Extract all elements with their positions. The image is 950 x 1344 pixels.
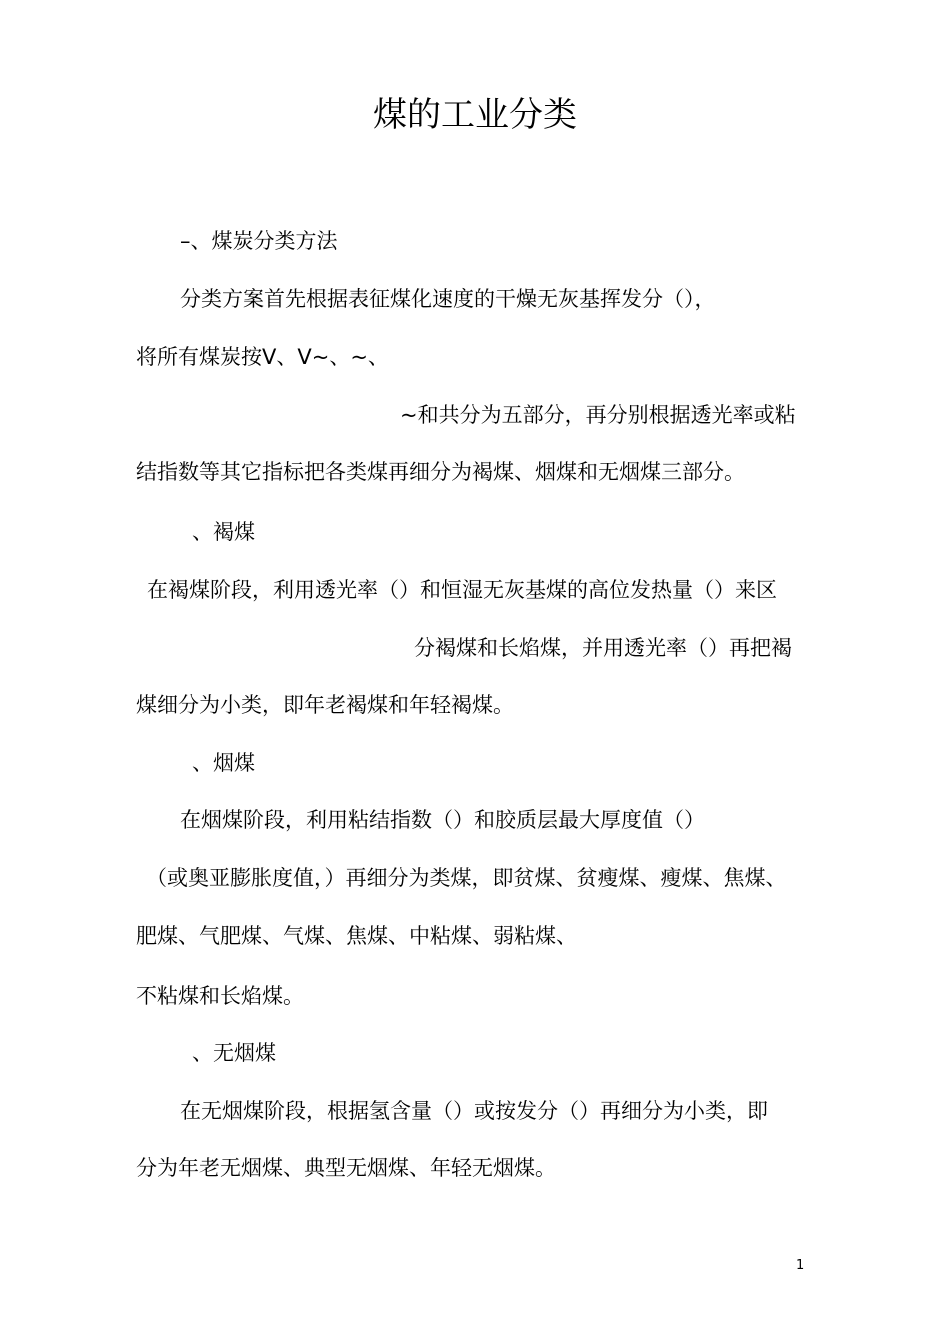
paragraph-line: 结指数等其它指标把各类煤再细分为褐煤、烟煤和无烟煤三部分。 xyxy=(136,460,745,484)
page-number: 1 xyxy=(796,1258,805,1273)
paragraph-line: 不粘煤和长焰煤。 xyxy=(136,984,304,1008)
paragraph-line: 在烟煤阶段，利用粘结指数（）和胶质层最大厚度值（） xyxy=(180,808,705,832)
paragraph-line: 分褐煤和长焰煤，并用透光率（）再把褐 xyxy=(414,636,792,660)
paragraph-line: 分类方案首先根据表征煤化速度的干燥无灰基挥发分（）， xyxy=(180,287,716,311)
paragraph-line: 将所有煤炭按Ⅴ、Ⅴ~、~、 xyxy=(136,345,389,369)
section-heading-anthracite: 、无烟煤 xyxy=(192,1041,276,1065)
document-title: 煤的工业分类 xyxy=(373,95,577,135)
paragraph-line: 煤细分为小类，即年老褐煤和年轻褐煤。 xyxy=(136,693,514,717)
section-heading-bituminous: 、烟煤 xyxy=(192,751,255,775)
paragraph-line: 分为年老无烟煤、典型无烟煤、年轻无烟煤。 xyxy=(136,1156,556,1180)
section-heading-classification-method: –、煤炭分类方法 xyxy=(180,229,338,253)
paragraph-line: 在无烟煤阶段，根据氢含量（）或按发分（）再细分为小类，即 xyxy=(180,1099,768,1123)
paragraph-line: ~和共分为五部分，再分别根据透光率或粘 xyxy=(400,403,796,427)
paragraph-line: （或奥亚膨胀度值，）再细分为类煤，即贫煤、贫瘦煤、瘦煤、焦煤、 xyxy=(146,866,787,890)
section-heading-lignite: 、褐煤 xyxy=(192,520,255,544)
paragraph-line: 在褐煤阶段，利用透光率（）和恒湿无灰基煤的高位发热量（）来区 xyxy=(147,578,777,602)
paragraph-line: 肥煤、气肥煤、气煤、焦煤、中粘煤、弱粘煤、 xyxy=(136,924,577,948)
